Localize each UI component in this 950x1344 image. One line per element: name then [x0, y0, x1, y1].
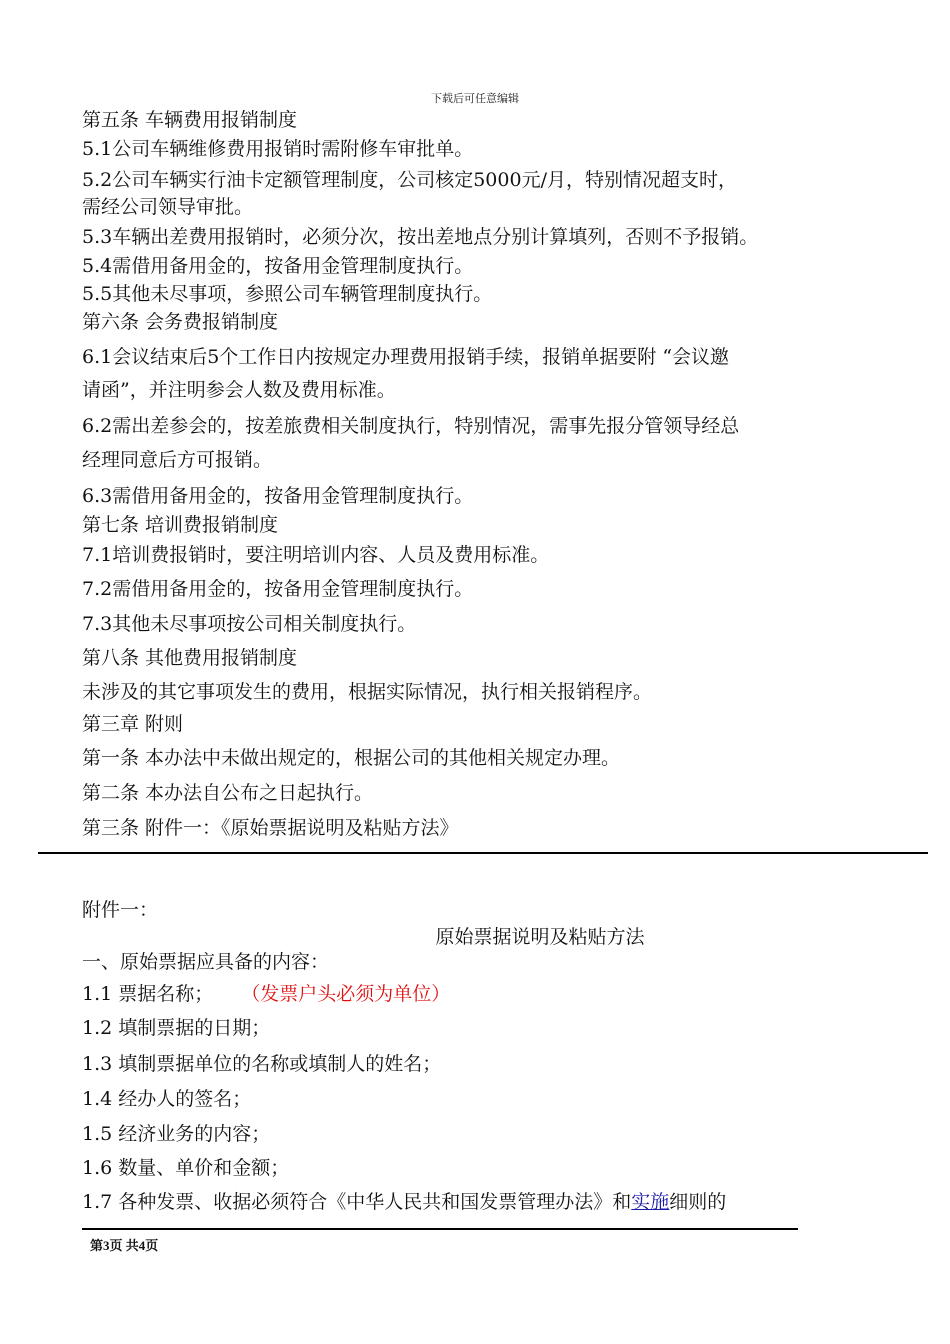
attachment-title: 原始票据说明及粘贴方法 [435, 926, 645, 948]
section-7-item: 7.3其他未尽事项按公司相关制度执行。 [82, 613, 417, 635]
chapter-3-title: 第三章 附则 [82, 713, 184, 735]
section-6-item: 6.3需借用备用金的，按备用金管理制度执行。 [82, 485, 474, 507]
section-5-item: 5.5其他未尽事项，参照公司车辆管理制度执行。 [82, 283, 493, 305]
section-7-item: 7.2需借用备用金的，按备用金管理制度执行。 [82, 578, 474, 600]
section-5-item: 5.3车辆出差费用报销时，必须分次，按出差地点分别计算填列，否则不予报销。 [82, 226, 759, 248]
section-8-body: 未涉及的其它事项发生的费用，根据实际情况，执行相关报销程序。 [82, 681, 653, 703]
implementation-link[interactable]: 实施 [631, 1191, 670, 1213]
page-number: 第3页 共4页 [90, 1238, 159, 1253]
section-8-title: 第八条 其他费用报销制度 [82, 647, 298, 669]
chapter-3-item: 第二条 本办法自公布之日起执行。 [82, 782, 374, 804]
item-label: 1.1 票据名称； [82, 983, 214, 1005]
section-6-title: 第六条 会务费报销制度 [82, 311, 279, 333]
section-5-item: 5.1公司车辆维修费用报销时需附修车审批单。 [82, 138, 474, 160]
section-divider [38, 852, 928, 854]
section-5-item: 5.2公司车辆实行油卡定额管理制度，公司核定5000元/月，特别情况超支时， [82, 169, 737, 191]
item-text-tail: 细则的 [669, 1191, 727, 1213]
chapter-3-item: 第一条 本办法中未做出规定的，根据公司的其他相关规定办理。 [82, 747, 621, 769]
attachment-item: 1.3 填制票据单位的名称或填制人的姓名； [82, 1053, 442, 1075]
red-note: （发票户头必须为单位） [241, 983, 451, 1005]
header-note: 下载后可任意编辑 [431, 92, 519, 105]
section-6-item: 请函”，并注明参会人数及费用标准。 [82, 379, 396, 401]
section-6-item: 经理同意后方可报销。 [82, 449, 273, 471]
footer-rule [82, 1228, 798, 1230]
attachment-label: 附件一： [82, 899, 159, 921]
section-5-title: 第五条 车辆费用报销制度 [82, 109, 298, 131]
attachment-item: 1.4 经办人的签名； [82, 1088, 252, 1110]
attachment-item-1-7 [82, 1190, 726, 1214]
attachment-item: 1.6 数量、单价和金额； [82, 1157, 290, 1179]
attachment-item: 1.5 经济业务的内容； [82, 1123, 271, 1145]
chapter-3-item: 第三条 附件一：《原始票据说明及粘贴方法》 [82, 817, 459, 839]
attachment-item-1-1 [82, 982, 450, 1006]
section-5-item: 5.4需借用备用金的，按备用金管理制度执行。 [82, 255, 474, 277]
section-6-item: 6.2需出差参会的，按差旅费相关制度执行，特别情况，需事先报分管领导经总 [82, 415, 740, 437]
section-7-item: 7.1培训费报销时，要注明培训内容、人员及费用标准。 [82, 544, 550, 566]
attachment-heading: 一、原始票据应具备的内容： [82, 951, 330, 973]
section-6-item: 6.1会议结束后5个工作日内按规定办理费用报销手续，报销单据要附 “会议邀 [82, 346, 730, 368]
item-text: 1.7 各种发票、收据必须符合《中华人民共和国发票管理办法》和 [82, 1191, 632, 1213]
section-7-title: 第七条 培训费报销制度 [82, 514, 279, 536]
section-5-item: 需经公司领导审批。 [82, 196, 254, 218]
attachment-item: 1.2 填制票据的日期； [82, 1017, 271, 1039]
